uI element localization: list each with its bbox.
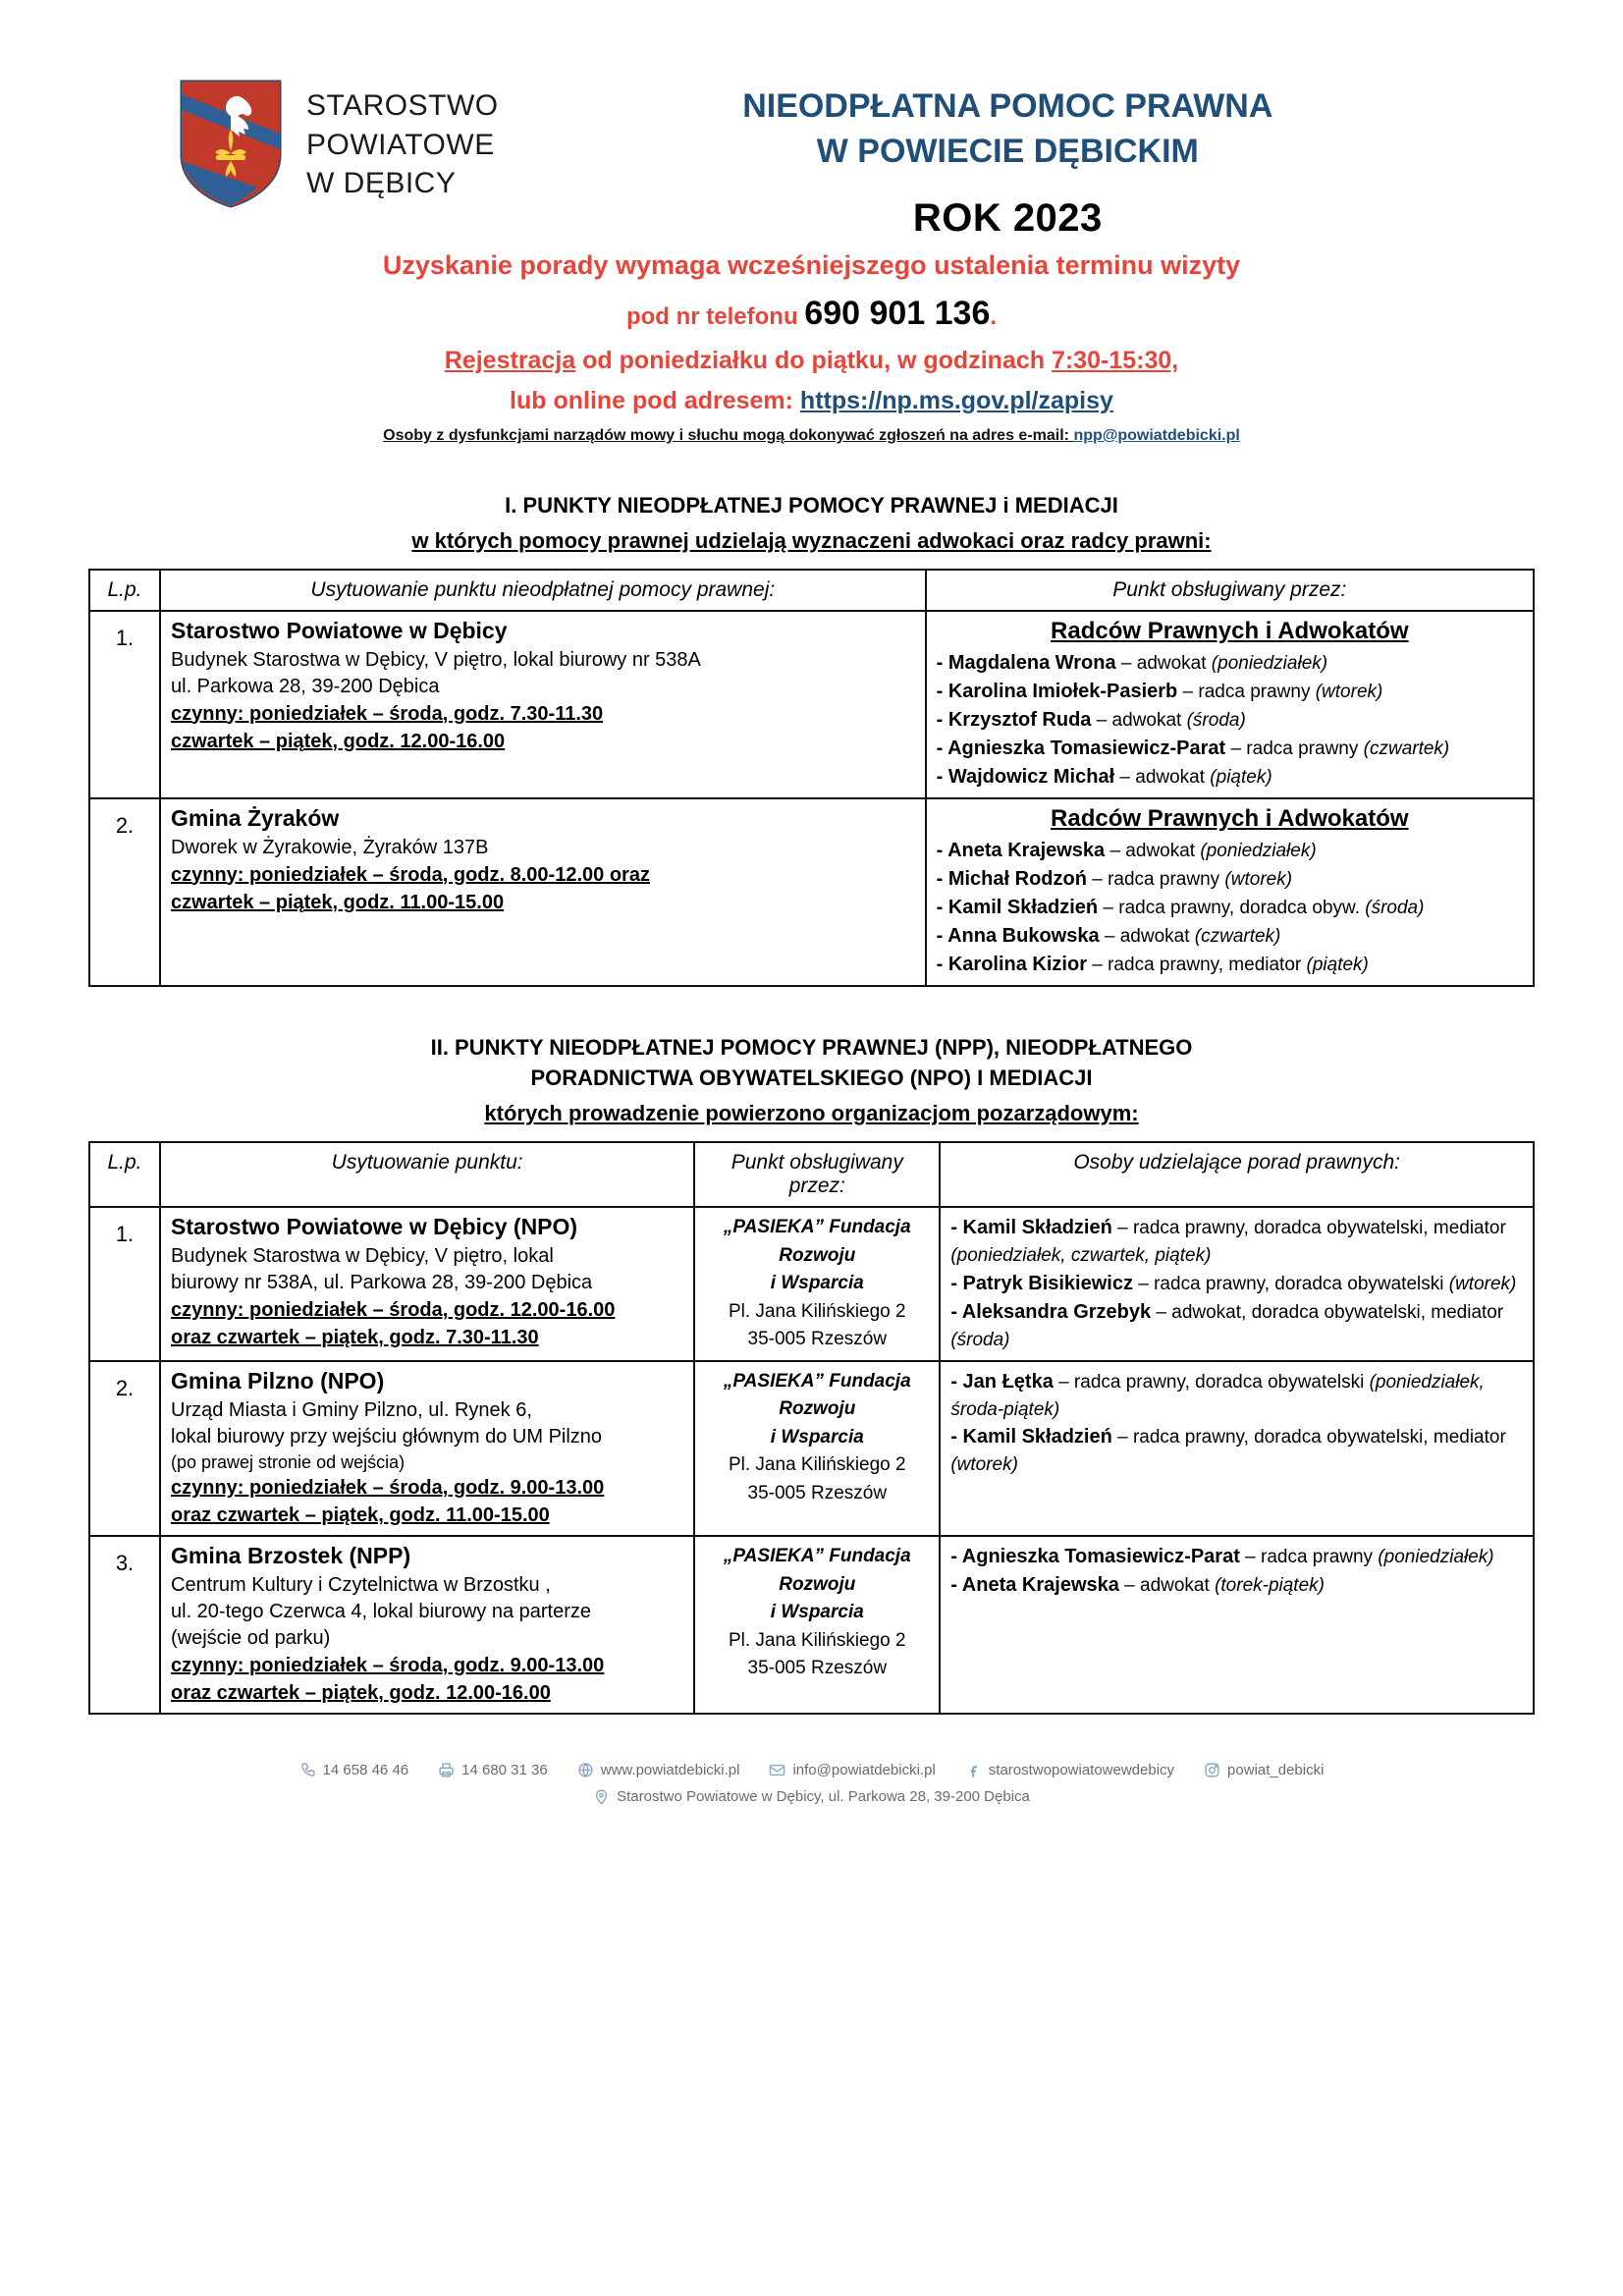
footer-text[interactable]: info@powiatdebicki.pl (792, 1762, 936, 1779)
row-location-cell (160, 1207, 694, 1361)
org-address-line: 35-005 Rzeszów (747, 1658, 888, 1679)
footer-item (299, 1762, 409, 1778)
opening-hours: czwartek – piątek, godz. 11.00-15.00 (171, 891, 505, 913)
organization-cell (694, 1207, 940, 1361)
org-line-3: W DĘBICY (306, 167, 457, 200)
organization-cell (694, 1361, 940, 1536)
opening-hours: oraz czwartek – piątek, godz. 12.00-16.00 (171, 1682, 551, 1705)
accessibility-note (88, 427, 1535, 445)
notice-online-line (88, 387, 1535, 415)
staff-item: - Michał Rodzoń – radca prawny (wtorek) (936, 867, 1293, 890)
section-2-heading (88, 1032, 1535, 1130)
coat-of-arms-icon (177, 77, 285, 209)
col-header-location: Usytuowanie punktu nieodpłatnej pomocy prawnej: (160, 570, 926, 611)
title-block (481, 59, 1535, 241)
footer-text[interactable]: powiat_debicki (1227, 1762, 1325, 1779)
registration-word: Rejestracja (444, 346, 576, 374)
table-row (89, 611, 1534, 798)
staff-item: - Aneta Krajewska – adwokat (torek-piątek) (950, 1574, 1325, 1597)
row-number: 1. (89, 611, 160, 798)
org-address-line: 35-005 Rzeszów (747, 1482, 888, 1503)
row-staff-cell (926, 611, 1534, 798)
col-header-lp: L.p. (89, 570, 160, 611)
footer-address-row (88, 1788, 1535, 1805)
row-number: 2. (89, 1361, 160, 1536)
staff-item: - Agnieszka Tomasiewicz-Parat – radca prawny (czwartek) (936, 737, 1450, 759)
staff-item: - Anna Bukowska – adwokat (czwartek) (936, 924, 1281, 947)
org-name-line: Rozwoju (779, 1573, 856, 1595)
page-title (481, 84, 1535, 175)
table-row (89, 1536, 1534, 1714)
staff-heading: Radców Prawnych i Adwokatów (1051, 804, 1409, 832)
row-staff-cell (940, 1207, 1534, 1361)
staff-item: - Aleksandra Grzebyk – adwokat, doradca obywatelski, mediator (środa) (950, 1300, 1504, 1350)
staff-item: - Karolina Imiołek-Pasierb – radca prawny (wtorek) (936, 680, 1383, 702)
opening-hours: czynny: poniedziałek – środa, godz. 9.00-13.00 (171, 1477, 605, 1500)
location-icon (593, 1788, 610, 1805)
opening-hours: czynny: poniedziałek – środa, godz. 12.00-16.00 (171, 1299, 616, 1322)
org-line-2: POWIATOWE (306, 128, 495, 161)
section-2-title-line-2: PORADNICTWA OBYWATELSKIEGO (NPO) I MEDIACJI (530, 1066, 1093, 1091)
notice-phone-prefix: pod nr telefonu (625, 302, 805, 330)
org-address-line: Pl. Jana Kilińskiego 2 (728, 1300, 906, 1322)
table-section-2 (88, 1141, 1535, 1715)
notice-registration-line (88, 347, 1535, 375)
phone-icon (299, 1762, 316, 1778)
org-name-line: „PASIEKA” Fundacja (723, 1370, 911, 1392)
org-line-1: STAROSTWO (306, 89, 499, 122)
row-location-cell (160, 1536, 694, 1714)
footer-text: 14 680 31 36 (461, 1762, 548, 1779)
staff-item: - Magdalena Wrona – adwokat (poniedziałek) (936, 651, 1328, 674)
section-1-heading (88, 490, 1535, 557)
staff-item: - Jan Łętka – radca prawny, doradca obywatelski (poniedziałek, środa-piątek) (950, 1370, 1485, 1420)
staff-item: - Agnieszka Tomasiewicz-Parat – radca prawny (poniedziałek) (950, 1546, 1494, 1568)
org-name-line: Rozwoju (779, 1398, 856, 1420)
row-staff-cell (940, 1536, 1534, 1714)
organization-cell (694, 1536, 940, 1714)
section-1-title: I. PUNKTY NIEODPŁATNEJ POMOCY PRAWNEJ i MEDIACJI (505, 492, 1118, 518)
row-staff-cell (940, 1361, 1534, 1536)
row-number: 1. (89, 1207, 160, 1361)
staff-item: - Kamil Składzień – radca prawny, doradca obywatelski, mediator (wtorek) (950, 1426, 1506, 1476)
footer-text[interactable]: starostwopowiatowewdebicy (988, 1762, 1175, 1779)
address-line: Dworek w Żyrakowie, Żyraków 137B (171, 836, 489, 858)
table-row (89, 798, 1534, 986)
phone-number: 690 901 136 (804, 294, 991, 332)
col-header-location: Usytuowanie punktu: (160, 1142, 694, 1207)
registration-middle: od poniedziałku do piątku, w godzinach (575, 346, 1052, 374)
address-line: (wejście od parku) (171, 1627, 331, 1650)
staff-heading: Radców Prawnych i Adwokatów (1051, 617, 1409, 644)
facebook-icon (965, 1762, 982, 1778)
table-row (89, 1361, 1534, 1536)
poster-footer (88, 1762, 1535, 1805)
section-1-subtitle: w których pomocy prawnej udzielają wyznaczeni adwokaci oraz radcy prawni: (411, 527, 1212, 553)
table-section-1 (88, 569, 1535, 987)
title-line-1: NIEODPŁATNA POMOC PRAWNA (742, 87, 1273, 125)
poster-header (88, 59, 1535, 241)
table-header-row (89, 1142, 1534, 1207)
notice-phone-line (88, 295, 1535, 333)
org-name-line: i Wsparcia (770, 1602, 864, 1623)
accessibility-note-text: Osoby z dysfunkcjami narządów mowy i słuchu mogą dokonywać zgłoszeń na adres e-mail: (383, 426, 1074, 444)
footer-item (438, 1762, 548, 1778)
footer-item (769, 1762, 935, 1778)
opening-hours: czynny: poniedziałek – środa, godz. 8.00-12.00 oraz (171, 863, 650, 886)
footer-item (1204, 1762, 1324, 1778)
row-staff-cell (926, 798, 1534, 986)
point-name: Gmina Pilzno (NPO) (171, 1367, 385, 1394)
address-line: lokal biurowy przy wejściu głównym do UM Pilzno (171, 1425, 603, 1448)
staff-item: - Kamil Składzień – radca prawny, doradca obyw. (środa) (936, 896, 1425, 918)
org-name-line: Rozwoju (779, 1244, 856, 1266)
section-2-subtitle: których prowadzenie powierzono organizacjom pozarządowym: (484, 1101, 1139, 1126)
org-address-line: Pl. Jana Kilińskiego 2 (728, 1454, 906, 1476)
footer-item (593, 1788, 1030, 1805)
address-line: biurowy nr 538A, ul. Parkowa 28, 39-200 Dębica (171, 1272, 593, 1294)
registration-hours: 7:30-15:30, (1051, 346, 1179, 374)
row-location-cell (160, 1361, 694, 1536)
opening-hours: oraz czwartek – piątek, godz. 11.00-15.00 (171, 1504, 550, 1527)
footer-text[interactable]: www.powiatdebicki.pl (600, 1762, 740, 1779)
notice-line-1: Uzyskanie porady wymaga wcześniejszego ustalenia terminu wizyty (382, 249, 1241, 280)
staff-item: - Karolina Kizior – radca prawny, mediator (piątek) (936, 953, 1369, 975)
staff-item: - Patryk Bisikiewicz – radca prawny, doradca obywatelski (wtorek) (950, 1272, 1517, 1294)
point-name: Gmina Żyraków (171, 804, 340, 831)
notice-phone-suffix: . (990, 302, 998, 330)
table-row (89, 1207, 1534, 1361)
staff-item: - Krzysztof Ruda – adwokat (środa) (936, 708, 1246, 731)
web-icon (577, 1762, 594, 1778)
org-address-line: Pl. Jana Kilińskiego 2 (728, 1629, 906, 1651)
online-prefix: lub online pod adresem: (510, 386, 800, 414)
title-line-2: W POWIECIE DĘBICKIM (816, 132, 1199, 170)
org-name-line: i Wsparcia (770, 1273, 864, 1294)
org-address-line: 35-005 Rzeszów (747, 1329, 888, 1350)
opening-hours: czwartek – piątek, godz. 12.00-16.00 (171, 730, 506, 752)
row-location-cell (160, 611, 926, 798)
year-label: ROK 2023 (912, 195, 1103, 240)
address-line: ul. 20-tego Czerwca 4, lokal biurowy na parterze (171, 1601, 591, 1623)
organization-name (306, 86, 499, 203)
opening-hours: czynny: poniedziałek – środa, godz. 7.30-11.30 (171, 702, 604, 725)
address-line: Budynek Starostwa w Dębicy, V piętro, lokal biurowy nr 538A (171, 648, 701, 671)
col-header-served-by: Punkt obsługiwany przez: (926, 570, 1534, 611)
registration-link[interactable]: https://np.ms.gov.pl/zapisy (799, 386, 1113, 414)
instagram-icon (1204, 1762, 1220, 1778)
footer-text: 14 658 46 46 (322, 1762, 409, 1779)
mail-icon (769, 1762, 785, 1778)
address-line: Budynek Starostwa w Dębicy, V piętro, lokal (171, 1245, 554, 1268)
col-header-served-by: Punkt obsługiwany przez: (694, 1142, 940, 1207)
footer-address-text: Starostwo Powiatowe w Dębicy, ul. Parkowa 28, 39-200 Dębica (617, 1788, 1030, 1806)
notice-block (88, 250, 1535, 445)
point-name: Gmina Brzostek (NPP) (171, 1543, 411, 1569)
staff-item: - Kamil Składzień – radca prawny, doradca obywatelski, mediator (poniedziałek, czwartek, piątek) (950, 1217, 1506, 1267)
org-name-line: i Wsparcia (770, 1426, 864, 1448)
row-number: 2. (89, 798, 160, 986)
email-link[interactable]: npp@powiatdebicki.pl (1073, 426, 1240, 444)
address-line: Urząd Miasta i Gminy Pilzno, ul. Rynek 6, (171, 1398, 532, 1421)
address-line: Centrum Kultury i Czytelnictwa w Brzostku , (171, 1574, 551, 1597)
footer-item (577, 1762, 740, 1778)
row-number: 3. (89, 1536, 160, 1714)
section-2-title-line-1: II. PUNKTY NIEODPŁATNEJ POMOCY PRAWNEJ (NPP), NIEODPŁATNEGO (430, 1034, 1193, 1060)
org-name-line: „PASIEKA” Fundacja (723, 1217, 911, 1238)
staff-item: - Aneta Krajewska – adwokat (poniedziałek) (936, 839, 1317, 861)
col-header-lp: L.p. (89, 1142, 160, 1207)
org-name-line: „PASIEKA” Fundacja (723, 1546, 911, 1567)
col-header-advisors: Osoby udzielające porad prawnych: (940, 1142, 1534, 1207)
footer-item (965, 1762, 1174, 1778)
address-line: (po prawej stronie od wejścia) (171, 1451, 406, 1472)
opening-hours: czynny: poniedziałek – środa, godz. 9.00-13.00 (171, 1655, 605, 1677)
row-location-cell (160, 798, 926, 986)
point-name: Starostwo Powiatowe w Dębicy (171, 617, 508, 643)
staff-item: - Wajdowicz Michał – adwokat (piątek) (936, 765, 1272, 788)
footer-contacts (88, 1762, 1535, 1778)
address-line: ul. Parkowa 28, 39-200 Dębica (171, 675, 440, 697)
fax-icon (438, 1762, 455, 1778)
opening-hours: oraz czwartek – piątek, godz. 7.30-11.30 (171, 1327, 539, 1349)
point-name: Starostwo Powiatowe w Dębicy (NPO) (171, 1214, 578, 1240)
table-header-row (89, 570, 1534, 611)
